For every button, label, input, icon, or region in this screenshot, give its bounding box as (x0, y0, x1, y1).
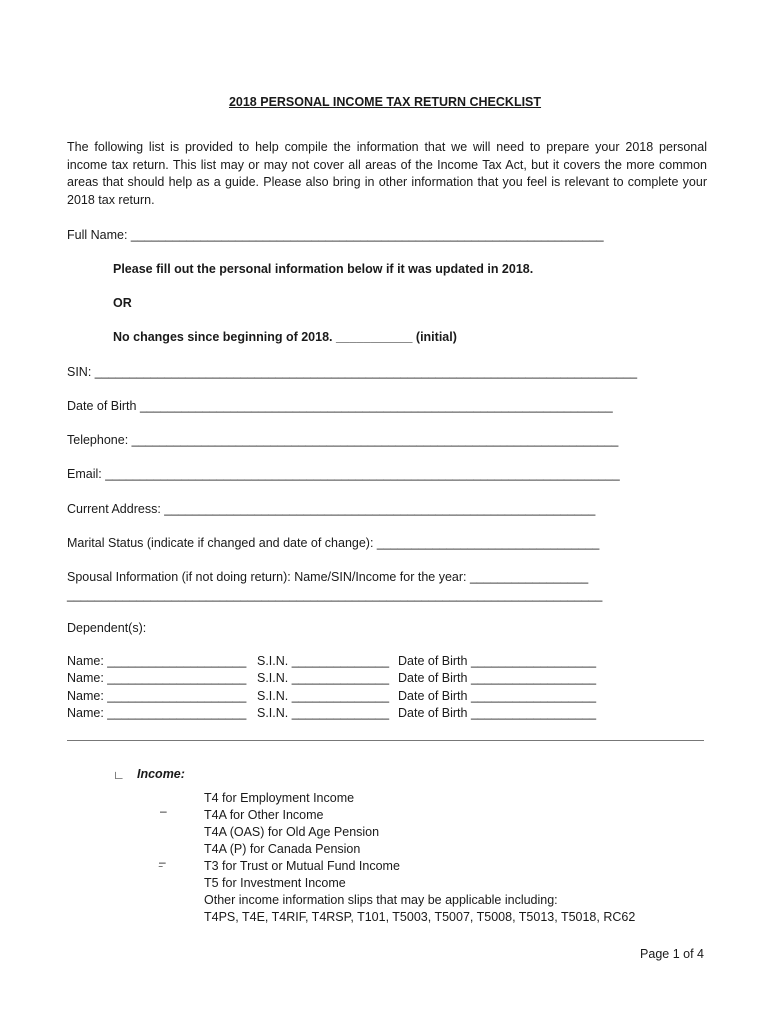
dependent-name-field[interactable]: Name: ____________________ (67, 688, 247, 703)
full-name-field[interactable]: Full Name: ____________________________________________________________________ (67, 228, 604, 242)
dependents-label: Dependent(s): (67, 621, 147, 635)
dash-mark-icon: – (160, 804, 167, 818)
list-item: T5 for Investment Income (204, 876, 346, 890)
dependent-name-field[interactable]: Name: ____________________ (67, 705, 247, 720)
telephone-field[interactable]: Telephone: ______________________________________________________________________ (67, 433, 619, 447)
email-field[interactable]: Email: __________________________________________________________________________ (67, 467, 620, 481)
section-divider (67, 740, 704, 741)
dependent-sin-field[interactable]: S.I.N. ______________ (257, 671, 390, 686)
dash-mark-icon: – (159, 855, 166, 869)
update-instruction: Please fill out the personal information below if it was updated in 2018. (113, 262, 534, 276)
list-item: Other income information slips that may be applicable including: (204, 893, 558, 907)
dependent-name-field[interactable]: Name: ____________________ (67, 671, 247, 686)
dependent-dob-field[interactable]: Date of Birth __________________ (398, 671, 597, 686)
underline-mark-icon: ‾ (159, 866, 163, 877)
list-item: T4A (P) for Canada Pension (204, 842, 361, 856)
dependent-sin-field[interactable]: S.I.N. ______________ (257, 705, 390, 720)
or-label: OR (113, 296, 132, 310)
intro-paragraph: The following list is provided to help compile the information that we will need to prepare your 2018 personal income tax return. This list may or may not cover all areas of the Income Tax Act, but it covers the more common areas that should help as a guide. Please also bring in other information that you feel is relevant to complete your 2018 tax return. (67, 140, 707, 208)
list-item: T4A for Other Income (204, 808, 324, 822)
income-heading: Income: (137, 767, 185, 781)
dependent-sin-field[interactable]: S.I.N. ______________ (257, 654, 390, 668)
dependent-name-field[interactable]: Name: ____________________ (67, 654, 247, 668)
date-of-birth-field[interactable]: Date of Birth ____________________________________________________________________ (67, 399, 613, 413)
income-slip-list (204, 790, 635, 926)
spousal-information-field[interactable]: Spousal Information (if not doing return): Name/SIN/Income for the year: _________________ (67, 570, 589, 584)
dependent-dob-field[interactable]: Date of Birth __________________ (398, 688, 597, 703)
marital-status-field[interactable]: Marital Status (indicate if changed and date of change): ________________________________ (67, 536, 600, 550)
page-title: 2018 PERSONAL INCOME TAX RETURN CHECKLIST (228, 95, 542, 109)
page-number: Page 1 of 4 (640, 947, 704, 961)
list-item: T3 for Trust or Mutual Fund Income (204, 859, 400, 873)
no-changes-initial-field[interactable]: No changes since beginning of 2018. ___________ (initial) (113, 330, 457, 344)
spousal-information-line-2[interactable]: _____________________________________________________________________________ (67, 588, 603, 602)
list-item: T4A (OAS) for Old Age Pension (204, 825, 380, 839)
dependent-sin-field[interactable]: S.I.N. ______________ (257, 688, 390, 703)
dependent-dob-field[interactable]: Date of Birth __________________ (398, 705, 597, 720)
list-item: T4PS, T4E, T4RIF, T4RSP, T101, T5003, T5007, T5008, T5013, T5018, RC62 (204, 910, 636, 924)
dependent-dob-field[interactable]: Date of Birth __________________ (398, 654, 597, 668)
list-item: T4 for Employment Income (204, 791, 355, 805)
sin-field[interactable]: SIN: ______________________________________________________________________________ (67, 365, 638, 379)
checkbox-icon[interactable]: ∟ (113, 768, 125, 782)
current-address-field[interactable]: Current Address: ______________________________________________________________ (67, 502, 596, 516)
